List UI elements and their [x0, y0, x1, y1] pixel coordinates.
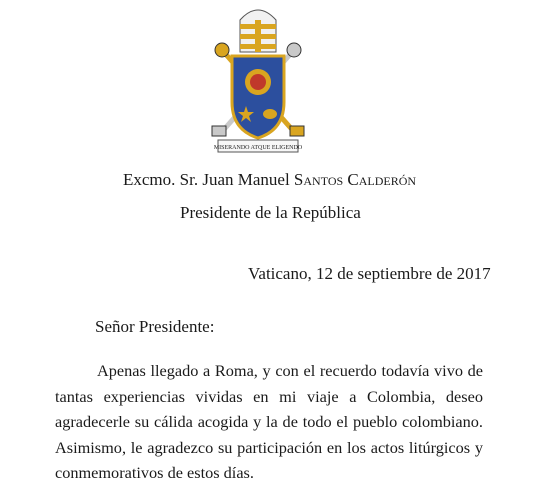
recipient-prefix: Excmo. Sr. Juan Manuel [123, 170, 294, 189]
letter-body: Apenas llegado a Roma, y con el recuerdo todavía vivo de tantas experiencias vividas en mi viaje a Colombia, deseo agradecerle su cálida acogida y la de todo el pueblo colombiano. Asimismo, le agradezco su participación en los actos litúrgicos y conmemorativos de estos días. [55, 361, 483, 482]
papal-coat-of-arms [208, 2, 308, 154]
salutation: Señor Presidente: [95, 317, 215, 336]
papal-coat-of-arms-icon [212, 10, 304, 152]
crest-motto: MISERANDO ATQUE ELIGENDO [213, 145, 303, 151]
recipient-title: Presidente de la República [180, 203, 361, 222]
letter-date: Vaticano, 12 de septiembre de 2017 [248, 264, 491, 283]
recipient-name [123, 170, 416, 190]
recipient-surname: Santos Calderón [293, 170, 417, 189]
